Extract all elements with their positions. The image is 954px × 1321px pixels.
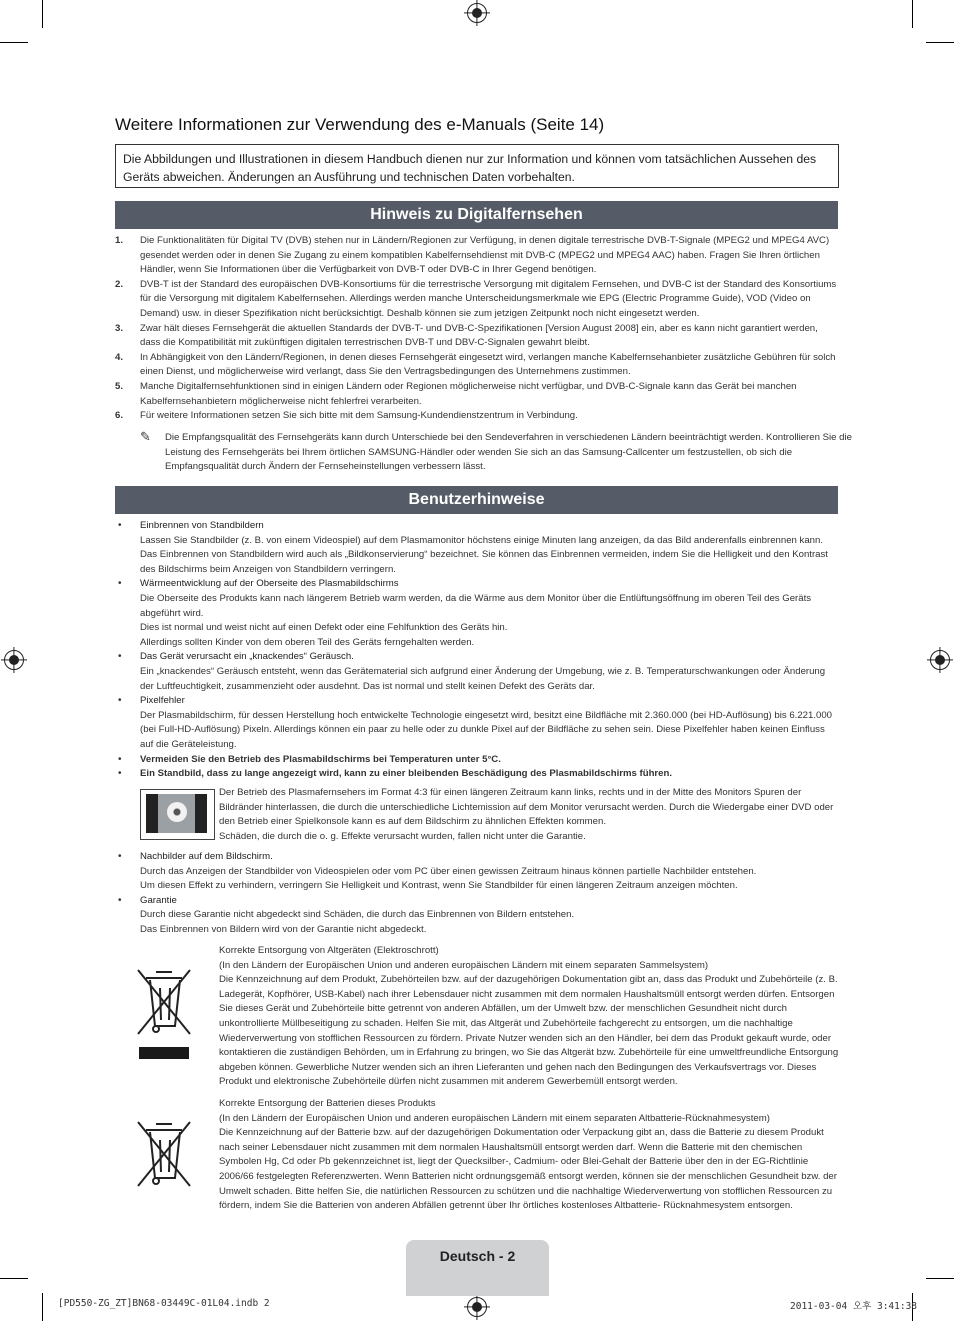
list-item: 2. DVB-T ist der Standard des europäischen DVB-Konsortiums für die terrestrische Versorgung mit digitalem Fernsehen, und DVB-C ist der Standard des Konsortiums für die Versorgung mit digitalem Kabelfernsehen. Allerdings werden manche Unterscheidungsmerkmale wie EPG (Electric Programme Guide), VOD (Video on Demand) usw. in dieser Spezifikation nicht berücksichtigt. Deshalb können sie zum jetzigen Zeitpunkt noch nicht eingesetzt werden. <box>115 278 837 319</box>
crop-mark <box>926 1278 954 1279</box>
list-item: 5. Manche Digitalfernsehfunktionen sind in einigen Ländern oder Regionen möglicherweise nicht verfügbar, und DVB-C-Signale kann das Gerät bei manchen Kabelfernsehanbietern möglicherweise nicht fehlerfrei verarbeiten. <box>115 380 797 407</box>
list-item: • Garantie Durch diese Garantie nicht abgedeckt sind Schäden, die durch das Einbrennen von Bildern entstehen. Das Einbrennen von Bildern wird von der Garantie nicht abgedeckt. <box>118 894 575 935</box>
burn-in-4-3-paragraph: Der Betrieb des Plasmafernsehers im Format 4:3 für einen längeren Zeitraum kann links, rechts und in der Mitte des Monitors Spuren der Bildränder hinterlassen, die durch die unterschiedliche Lichtemission auf dem Monitor verursacht werden. Durch die Wiedergabe einer DVD oder den Betrieb einer Spielkonsole kann es auf dem Bildschirm zu ähnlichen Effekten kommen. Schäden, die durch die o. g. Effekte verursacht wurden, fallen nicht unter die Garantie. <box>219 787 834 842</box>
section-heading-user-notes: Benutzerhinweise <box>115 486 838 514</box>
crop-mark <box>912 0 913 28</box>
reception-note: ✎ Die Empfangsqualität des Fernsehgeräts kann durch Unterschiede bei den Sendeverfahren in verschiedenen Ländern beeinträchtigt werden. Kontrollieren Sie die Leistung des Fernsehgeräts bei Ihrem örtlichen SAMSUNG-Händler oder wenden Sie sich an das Samsung-Callcenter um festzustellen, ob sich die Empfangsqualität durch Ändern der Fernseheinstellungen verbessern lässt. <box>140 429 852 473</box>
section-heading-digital-tv: Hinweis zu Digitalfernsehen <box>115 201 838 229</box>
weee-disposal-info: Korrekte Entsorgung von Altgeräten (Elektroschrott) (In den Ländern der Europäischen Union und anderen europäischen Ländern mit einem separaten Sammelsystem) Die Kennzeichnung auf dem Produkt, Zubehörteilen bzw. auf der dazugehörigen Dokumentation gibt an, dass das Produkt und Zubehörteile (z. B. Ladegerät, Kopfhörer, USB-Kabel) nach ihrer Lebensdauer nicht zusammen mit dem normalen Haushaltsmüll entsorgt werden dürfen. Entsorgen Sie dieses Gerät und Zubehörteile bitte getrennt von anderen Abfällen, um der Umwelt bzw. der menschlichen Gesundheit nicht durch unkontrollierte Müllbeseitigung zu schaden. Helfen Sie mit, das Altgerät und Zubehörteile fachgerecht zu entsorgen, um die nachhaltige Wiederverwertung von stofflichen Ressourcen zu fördern. Private Nutzer wenden sich an den Händler, bei dem das Produkt gekauft wurde, oder kontaktieren die zuständigen Behörden, um in Erfahrung zu bringen, wo Sie das Altgerät bzw. Zubehörteile für eine umweltfreundliche Entsorgung abgeben können. Gewerbliche Nutzer wenden sich an ihren Lieferanten und gehen nach den Bedingungen des Verkaufsvertrags vor. Dieses Produkt und elektronische Zubehörteile dürfen nicht zusammen mit anderem Gewerbemüll entsorgt werden. <box>219 945 839 1088</box>
list-item: • Ein Standbild, dass zu lange angezeigt wird, kann zu einer bleibenden Beschädigung des Plasmabildschirms führen. <box>118 768 673 780</box>
separate-collection-bar <box>139 1047 189 1059</box>
list-item: • Nachbilder auf dem Bildschirm. Durch das Anzeigen der Standbilder von Videospielen oder vom PC über einen gewissen Zeitraum hinaus können partielle Nachbilder entstehen. Um diesen Effekt zu verhindern, verringern Sie Helligkeit und Kontrast, wenn Sie Standbilder für einen längeren Zeitraum anzeigen möchten. <box>118 851 757 892</box>
crop-mark <box>42 1293 43 1321</box>
crop-mark <box>0 1278 28 1279</box>
list-item: 6. Für weitere Informationen setzen Sie sich bitte mit dem Samsung-Kundendienstzentrum in Verbindung. <box>115 410 578 422</box>
list-item: 3. Zwar hält dieses Fernsehgerät die aktuellen Standards der DVB-T- und DVB-C-Spezifikationen [Version August 2008] ein, aber es kann nicht garantiert werden, dass die Kompatibilität mit zukünftigen digitalen terrestrischen DVB-T und DBV-C-Signalen gewahrt bleibt. <box>115 322 818 349</box>
page-number-tab <box>406 1240 549 1296</box>
crossed-out-wheelie-bin-icon <box>132 1118 196 1190</box>
crop-mark <box>926 42 954 43</box>
digital-tv-notes-list <box>115 234 838 424</box>
user-notes-list <box>118 519 840 782</box>
page-number: Deutsch - 2 <box>439 1248 516 1264</box>
aspect-ratio-4-3-illustration <box>140 789 215 840</box>
note-pencil-icon: ✎ <box>140 429 151 444</box>
crop-mark <box>42 0 43 28</box>
list-item: • Wärmeentwicklung auf der Oberseite des Plasmabildschirms Die Oberseite des Produkts kann nach längerem Betrieb warm werden, da die Wärme aus dem Monitor über die Entlüftungsöffnung im oberen Teil des Geräts abgeführt wird. Dies ist normal und weist nicht auf einen Defekt oder eine Fehlfunktion des Geräts hin. Allerdings sollten Kinder von dem oberen Teil des Geräts ferngehalten werden. <box>118 578 812 648</box>
disclaimer-box: Die Abbildungen und Illustrationen in diesem Handbuch dienen nur zur Information und können vom tatsächlichen Aussehen des Geräts abweichen. Änderungen an Ausführung und technischen Daten vorbehalten. <box>115 144 839 188</box>
battery-disposal-info: Korrekte Entsorgung der Batterien dieses Produkts (In den Ländern der Europäischen Union und anderen europäischen Ländern mit einem separaten Altbatterie-Rücknahmesystem) Die Kennzeichnung auf der Batterie bzw. auf der dazugehörigen Dokumentation oder Verpackung gibt an, dass die Batterie zu diesem Produkt nach seiner Lebensdauer nicht zusammen mit dem normalen Haushaltsmüll entsorgt werden darf. Wenn die Batterie mit den chemischen Symbolen Hg, Cd oder Pb gekennzeichnet ist, liegt der Quecksilber-, Cadmium- oder Blei-Gehalt der Batterie über den in der EG-Richtlinie 2006/66 festgelegten Referenzwerten. Wenn Batterien nicht ordnungsgemäß entsorgt werden, können sie der menschlichen Gesundheit bzw. der Umwelt schaden. Bitte helfen Sie, die natürlichen Ressourcen zu schützen und die nachhaltige Wiederverwertung von stofflichen Ressourcen zu fördern, indem Sie die Batterien von anderen Abfällen getrennt über Ihr örtliches kostenloses Altbatterie- Rücknahmesystem entsorgen. <box>219 1098 837 1212</box>
registration-mark-icon <box>4 650 24 670</box>
registration-mark-icon <box>467 3 487 23</box>
list-item: • Das Gerät verursacht ein „knackendes“ Geräusch. Ein „knackendes“ Geräusch entsteht, wenn das Gerätematerial sich aufgrund einer Änderung der Umgebung, wie z. B. Temperaturschwankungen oder Änderung der Luftfeuchtigkeit, zusammenzieht oder ausdehnt. Das ist normal und stellt keinen Defekt des Geräts dar. <box>118 651 826 692</box>
list-item: • Einbrennen von Standbildern Lassen Sie Standbilder (z. B. von einem Videospiel) auf dem Plasmamonitor höchstens einige Minuten lang anzeigen, da das Bild anderenfalls einbrennen kann. Das Einbrennen von Standbildern wird auch als „Bildkonservierung“ bezeichnet. Sie können das Einbrennen vermeiden, indem Sie die Helligkeit und den Kontrast des Bildschirms beim Anzeigen von Standbildern verringern. <box>118 520 828 575</box>
print-file-info: [PD550-ZG_ZT]BN68-03449C-01L04.indb 2 <box>58 1298 270 1309</box>
flower-image-icon <box>167 802 187 822</box>
list-item: • Pixelfehler Der Plasmabildschirm, für dessen Herstellung hoch entwickelte Technologie eingesetzt wird, besitzt eine Bildfläche mit 2.360.000 (bei HD-Auflösung) bis 6.221.000 (bei Full-HD-Auflösung) Pixeln. Allerdings können ein paar zu helle oder zu dunkle Pixel auf der Bildfläche zu sehen sein. Diese Pixelfehler haben keinen Einfluss auf die Geräteleistung. <box>118 695 833 750</box>
crop-mark <box>0 42 28 43</box>
registration-mark-icon <box>467 1297 487 1317</box>
list-item: 1. Die Funktionalitäten für Digital TV (DVB) stehen nur in Ländern/Regionen zur Verfügung, in denen digitale terrestrische DVB-T-Signale (MPEG2 und MPEG4 AVC) gesendet werden oder in denen Sie Zugang zu einem kompatiblen Kabelfernsehdienst mit DVB-C (MPEG2 und MPEG4 AAC) haben. Fragen Sie Ihren örtlichen Händler, wenn Sie Informationen über die Verfügbarkeit von DVB-T oder DVB-C in Ihrer Gegend benötigen. <box>115 235 830 276</box>
print-timestamp: 2011-03-04 오후 3:41:38 <box>790 1301 918 1312</box>
page-title: Weitere Informationen zur Verwendung des e-Manuals (Seite 14) <box>115 115 605 134</box>
registration-mark-icon <box>930 650 950 670</box>
list-item: • Vermeiden Sie den Betrieb des Plasmabildschirms bei Temperaturen unter 5°C. <box>118 753 501 765</box>
user-notes-list-continued <box>118 850 840 938</box>
crossed-out-wheelie-bin-icon <box>132 966 196 1038</box>
list-item: 4. In Abhängigkeit von den Ländern/Regionen, in denen dieses Fernsehgerät eingesetzt wird, verlangen manche Kabelfernsehanbieter zusätzliche Gebühren für solch einen Dienst, und möglicherweise wird verlangt, dass Sie den Vertragsbedingungen des Unternehmens zustimmen. <box>115 351 836 378</box>
